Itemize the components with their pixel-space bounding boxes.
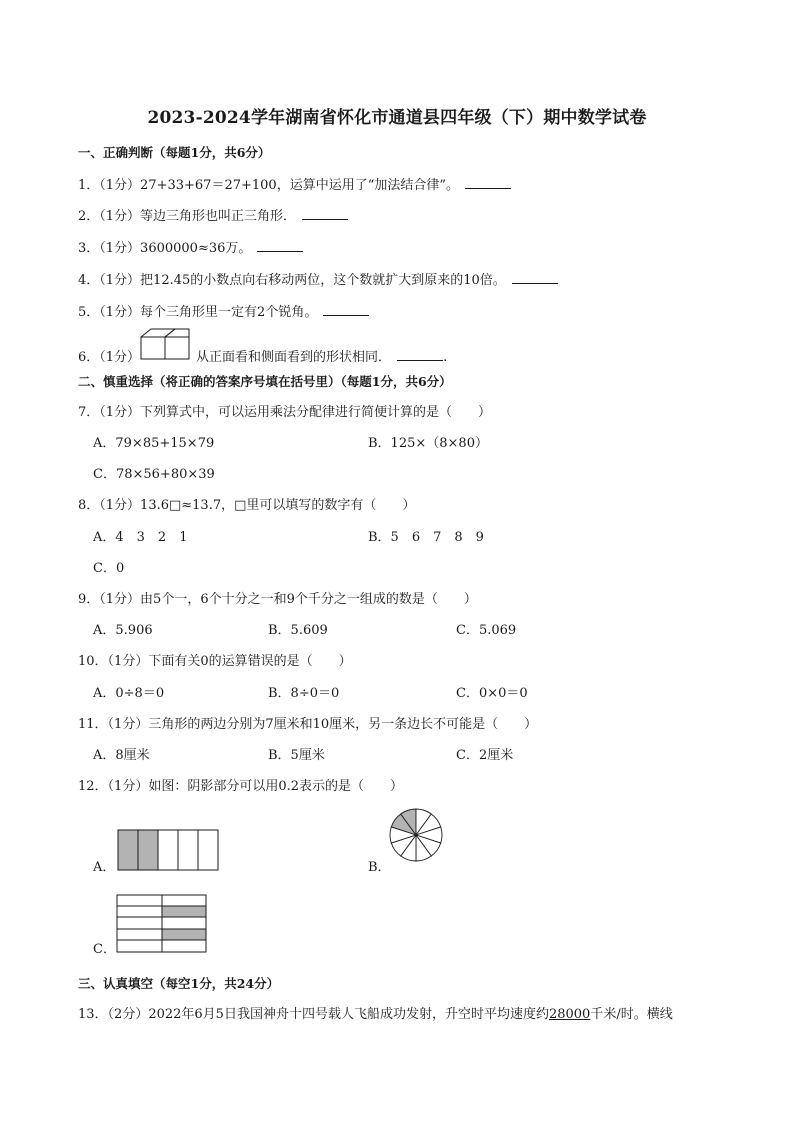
q11-option-c[interactable]: C．2厘米 (456, 748, 514, 763)
question-6-end: . (443, 350, 448, 365)
q7-option-c[interactable]: C．78×56+80×39 (93, 467, 215, 482)
question-13-text-end: 千米/时。横线 (590, 1007, 673, 1022)
two-cubes-figure (137, 326, 193, 362)
q12-option-c[interactable]: C． (93, 942, 116, 957)
answer-blank-2[interactable] (302, 207, 348, 220)
question-5-text: 5．（1分）每个三角形里一定有2个锐角。 (78, 305, 318, 320)
q7-option-b[interactable]: B．125×（8×80） (368, 436, 488, 451)
answer-blank-1[interactable] (465, 176, 511, 189)
question-13-text: 13．（2分）2022年6月5日我国神舟十四号载人飞船成功发射，升空时平均速度约 (78, 1007, 549, 1022)
question-7: 7．（1分）下列算式中，可以运用乘法分配律进行简便计算的是（ ） (78, 405, 492, 420)
q11-option-b[interactable]: B．5厘米 (268, 748, 325, 763)
question-8: 8．（1分）13.6□≈13.7，□里可以填写的数字有（ ） (78, 498, 416, 513)
question-2-text: 2．（1分）等边三角形也叫正三角形． (78, 209, 297, 224)
question-6 (78, 348, 447, 366)
q8-option-c[interactable]: C．0 (93, 561, 125, 576)
question-5 (78, 303, 369, 321)
q9-option-b[interactable]: B．5.609 (268, 623, 328, 638)
q9-option-c[interactable]: C．5.069 (456, 623, 517, 638)
q7-option-a[interactable]: A．79×85+15×79 (93, 436, 215, 451)
section-3-heading: 三、认真填空（每空1分，共24分） (78, 976, 280, 991)
question-12: 12．（1分）如图：阴影部分可以用0.2表示的是（ ） (78, 779, 403, 794)
q9-option-a[interactable]: A．5.906 (93, 623, 153, 638)
q8-option-b[interactable]: B．5 6 7 8 9 (368, 530, 484, 545)
question-9: 9．（1分）由5个一，6个十分之一和9个千分之一组成的数是（ ） (78, 592, 477, 607)
question-2 (78, 207, 348, 225)
question-13-number: 28000 (548, 1007, 591, 1022)
q12-option-a[interactable]: A． (93, 860, 116, 875)
q12-figure-a (117, 829, 221, 871)
section-1-heading: 一、正确判断（每题1分，共6分） (78, 145, 271, 160)
q10-option-a[interactable]: A．0÷8＝0 (93, 686, 165, 701)
answer-blank-4[interactable] (512, 271, 558, 284)
q11-option-a[interactable]: A．8厘米 (93, 748, 150, 763)
answer-blank-3[interactable] (257, 239, 303, 252)
question-3 (78, 239, 303, 257)
question-1-text: 1．（1分）27+33+67＝27+100，运算中运用了“加法结合律”。 (78, 178, 459, 193)
question-13 (78, 1007, 673, 1023)
answer-blank-6[interactable] (397, 348, 443, 361)
answer-blank-5[interactable] (323, 303, 369, 316)
q12-figure-b (388, 807, 444, 863)
page-title: 2023-2024学年湖南省怀化市通道县四年级（下）期中数学试卷 (147, 108, 647, 128)
question-4 (78, 271, 558, 289)
question-4-text: 4．（1分）把12.45的小数点向右移动两位，这个数就扩大到原来的10倍。 (78, 273, 506, 288)
question-10: 10．（1分）下面有关0的运算错误的是（ ） (78, 654, 352, 669)
section-2-heading: 二、慎重选择（将正确的答案序号填在括号里）（每题1分，共6分） (78, 374, 452, 389)
question-1 (78, 176, 511, 194)
q12-figure-c (116, 894, 208, 954)
q12-option-b[interactable]: B． (368, 860, 391, 875)
q10-option-c[interactable]: C．0×0＝0 (456, 686, 528, 701)
question-6-text: 从正面看和侧面看到的形状相同． (196, 350, 392, 365)
q10-option-b[interactable]: B．8÷0＝0 (268, 686, 340, 701)
question-3-text: 3．（1分）3600000≈36万。 (78, 241, 252, 256)
question-11: 11．（1分）三角形的两边分别为7厘米和10厘米，另一条边长不可能是（ ） (78, 717, 538, 732)
question-6-prefix: 6．（1分） (78, 350, 141, 365)
q8-option-a[interactable]: A．4 3 2 1 (93, 530, 188, 545)
